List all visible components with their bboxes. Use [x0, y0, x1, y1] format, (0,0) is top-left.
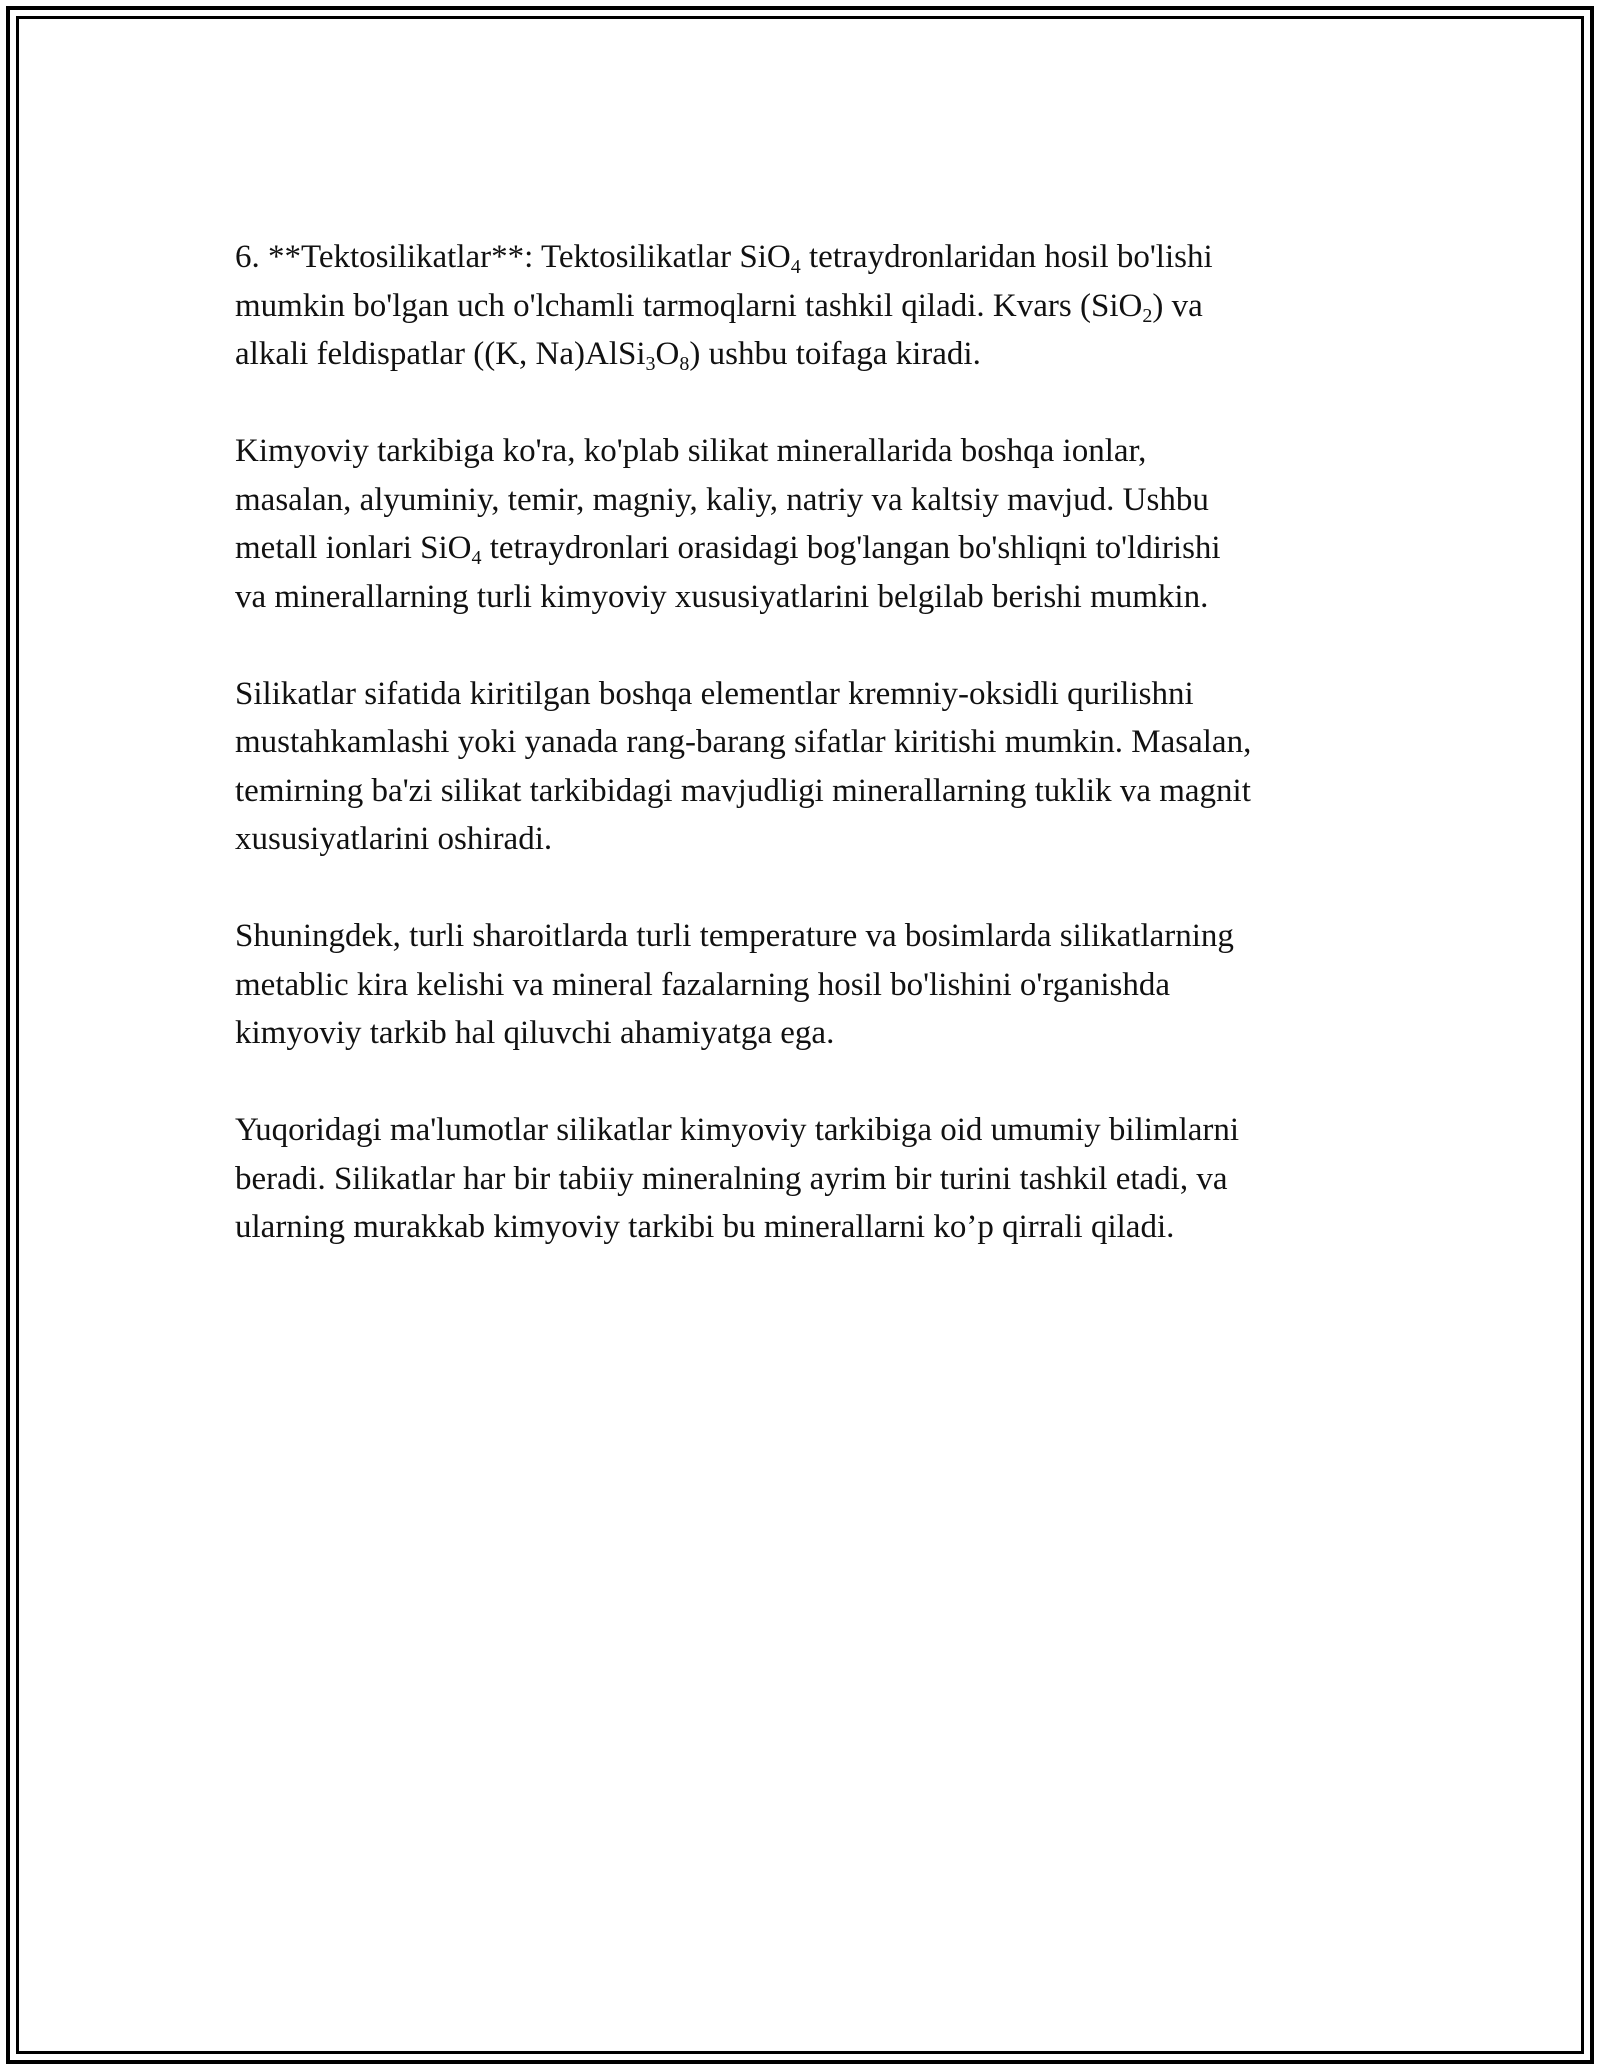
text-run: ) va: [1152, 287, 1203, 324]
subscript: 4: [471, 547, 482, 569]
text-line: [235, 476, 1385, 525]
text-line: [235, 282, 1385, 331]
text-line: [235, 767, 1385, 816]
text-run: metablic kira kelishi va mineral fazalarning hosil bo'lishini o'rganishda: [235, 966, 1171, 1003]
text-run: xususiyatlarini oshiradi.: [235, 821, 553, 857]
subscript: 3: [645, 353, 656, 375]
text-run: O: [655, 336, 680, 372]
paragraph-3: [235, 670, 1385, 864]
text-run: Shuningdek, turli sharoitlarda turli temperature va bosimlarda silikatlarning: [235, 918, 1234, 954]
text-run: temirning ba'zi silikat tarkibidagi mavjudligi minerallarning tuklik va magnit: [235, 772, 1251, 809]
paragraph-5: [235, 1106, 1385, 1252]
text-run: beradi. Silikatlar har bir tabiiy mineralning ayrim bir turini tashkil etadi, va: [235, 1160, 1228, 1197]
text-line: [235, 961, 1385, 1010]
text-line: [235, 1203, 1385, 1252]
text-line: [235, 330, 1385, 379]
paragraph-4: [235, 912, 1385, 1058]
text-run: 6. **Tektosilikatlar**: Tektosilikatlar SiO: [235, 239, 791, 275]
text-line: [235, 912, 1385, 961]
subscript: 8: [679, 353, 690, 375]
text-run: Kimyoviy tarkibiga ko'ra, ko'plab silikat minerallarida boshqa ionlar,: [235, 433, 1147, 469]
text-run: va minerallarning turli kimyoviy xususiyatlarini belgilab berishi mumkin.: [235, 578, 1209, 615]
text-line: [235, 1106, 1385, 1155]
text-run: alkali feldispatlar ((K, Na)AlSi: [235, 336, 646, 372]
text-run: ) ushbu toifaga kiradi.: [689, 336, 981, 372]
paragraph-1: [235, 233, 1385, 379]
text-run: tetraydronlaridan hosil bo'lishi: [800, 239, 1213, 275]
subscript: 2: [1142, 304, 1153, 327]
text-run: metall ionlari SiO: [235, 530, 472, 566]
text-line: [235, 718, 1385, 767]
text-line: [235, 233, 1385, 282]
text-run: Yuqoridagi ma'lumotlar silikatlar kimyoviy tarkibiga oid umumiy bilimlarni: [235, 1112, 1240, 1148]
text-line: [235, 1155, 1385, 1204]
text-run: mumkin bo'lgan uch o'lchamli tarmoqlarni tashkil qiladi. Kvars (SiO: [235, 287, 1143, 324]
text-run: kimyoviy tarkib hal qiluvchi ahamiyatga ega.: [235, 1015, 835, 1051]
text-line: [235, 670, 1385, 719]
text-line: [235, 427, 1385, 476]
text-line: [235, 1009, 1385, 1058]
text-line: [235, 815, 1385, 864]
text-run: masalan, alyuminiy, temir, magniy, kaliy, natriy va kaltsiy mavjud. Ushbu: [235, 481, 1209, 518]
document-body: [235, 233, 1385, 1300]
paragraph-2: [235, 427, 1385, 621]
text-run: mustahkamlashi yoki yanada rang-barang sifatlar kiritishi mumkin. Masalan,: [235, 724, 1252, 760]
text-run: tetraydronlari orasidagi bog'langan bo'shliqni to'ldirishi: [481, 530, 1221, 566]
subscript: 4: [790, 256, 801, 278]
text-run: ularning murakkab kimyoviy tarkibi bu minerallarni ko’p qirrali qiladi.: [235, 1209, 1175, 1245]
text-line: [235, 573, 1385, 622]
text-line: [235, 524, 1385, 573]
text-run: Silikatlar sifatida kiritilgan boshqa elementlar kremniy-oksidli qurilishni: [235, 675, 1194, 712]
